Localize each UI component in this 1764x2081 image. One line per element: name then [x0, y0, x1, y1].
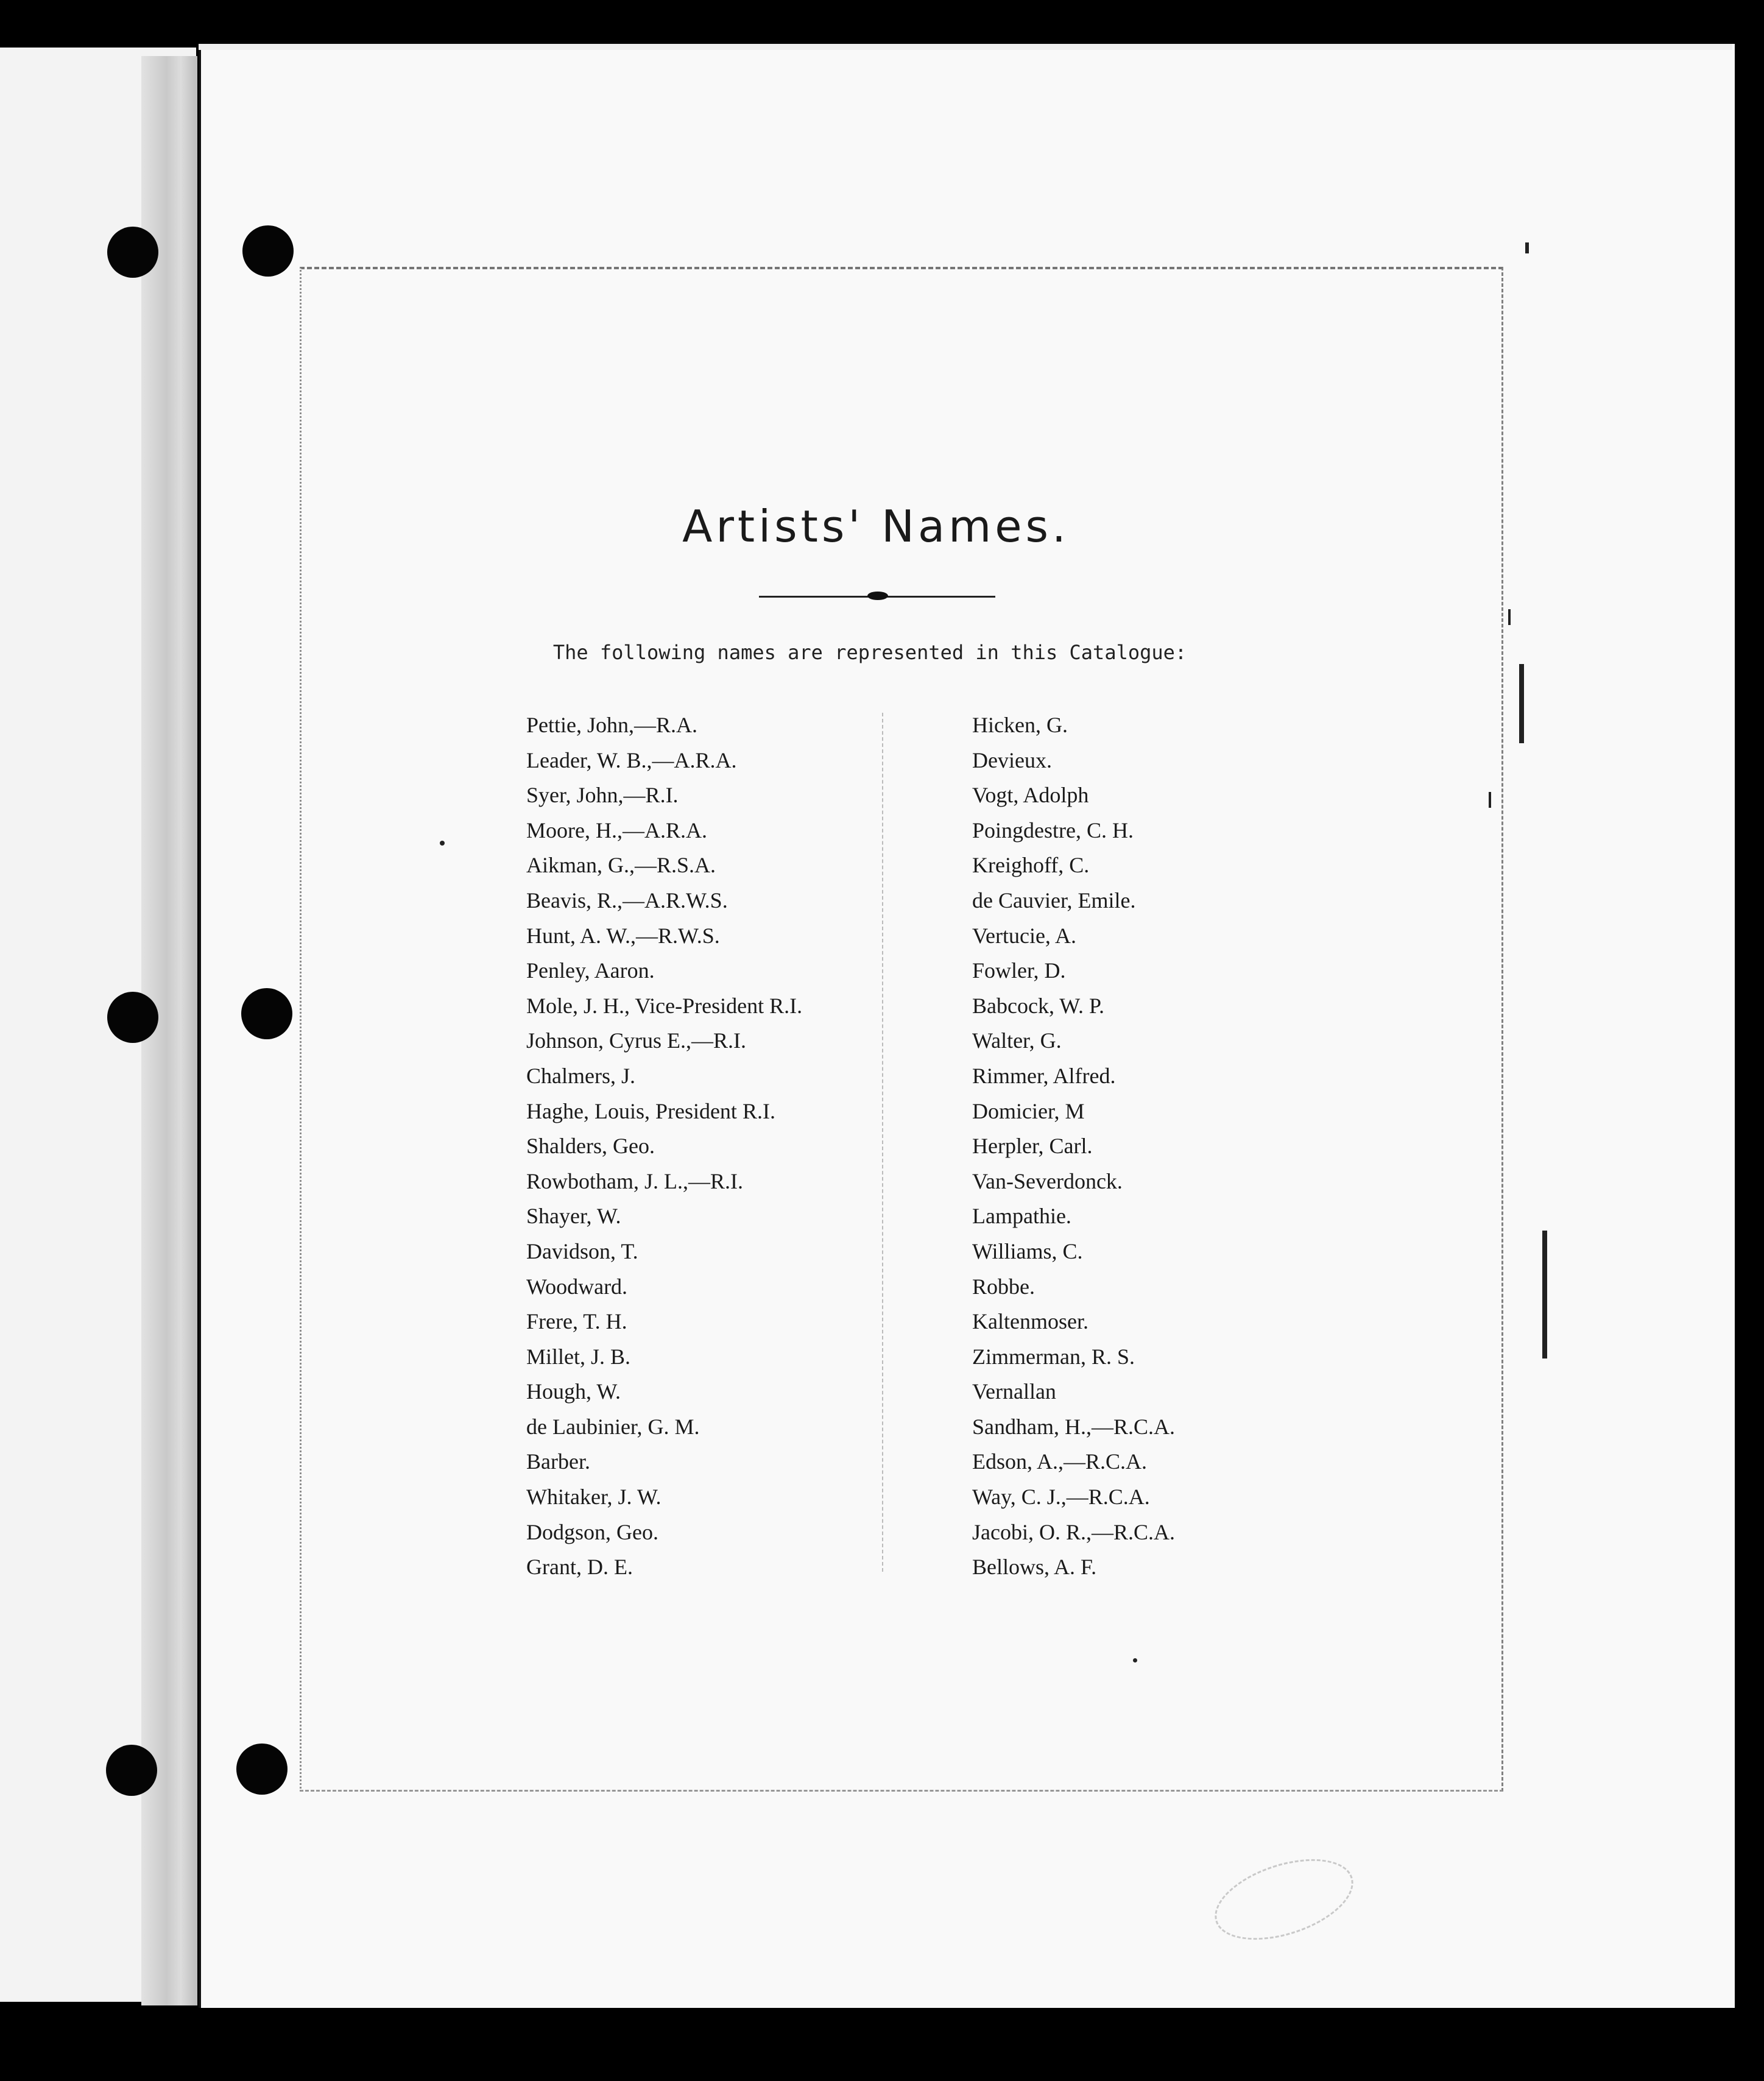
- artist-name: Penley, Aaron.: [526, 958, 655, 983]
- column-divider: [882, 713, 883, 1572]
- artist-name: Way, C. J.,—R.C.A.: [972, 1485, 1150, 1510]
- punch-hole: [242, 225, 294, 277]
- artist-name: Williams, C.: [972, 1238, 1083, 1263]
- artist-name: Mole, J. H., Vice-President R.I.: [526, 993, 803, 1018]
- artist-name: Edson, A.,—R.C.A.: [972, 1449, 1148, 1474]
- artist-name: Sandham, H.,—R.C.A.: [972, 1414, 1175, 1439]
- artist-name: Herpler, Carl.: [972, 1134, 1093, 1159]
- artist-list-right: [972, 708, 1175, 1585]
- artist-name: Shayer, W.: [526, 1204, 621, 1229]
- artist-name: Walter, G.: [972, 1028, 1062, 1053]
- artist-name: Poingdestre, C. H.: [972, 818, 1134, 843]
- ink-speck: [440, 841, 445, 846]
- artist-name: de Laubinier, G. M.: [526, 1414, 700, 1439]
- artist-name: Aikman, G.,—R.S.A.: [526, 853, 716, 878]
- artist-name: Vertucie, A.: [972, 923, 1076, 948]
- punch-hole: [106, 1745, 157, 1796]
- punch-hole: [241, 988, 292, 1039]
- title-ornament: [867, 592, 888, 600]
- artist-name: Whitaker, J. W.: [526, 1485, 662, 1510]
- artist-name: Dodgson, Geo.: [526, 1519, 658, 1544]
- artist-name: Leader, W. B.,—A.R.A.: [526, 747, 737, 772]
- page-top-edge: [199, 44, 1732, 50]
- artist-name: Haghe, Louis, President R.I.: [526, 1098, 775, 1123]
- punch-hole: [107, 227, 158, 278]
- artist-name: de Cauvier, Emile.: [972, 888, 1136, 913]
- artist-name: Hough, W.: [526, 1379, 621, 1404]
- artist-name: Kreighoff, C.: [972, 853, 1090, 878]
- artist-name: Kaltenmoser.: [972, 1309, 1088, 1334]
- artist-list-left: [526, 708, 802, 1585]
- artist-name: Moore, H.,—A.R.A.: [526, 818, 707, 843]
- artist-name: Babcock, W. P.: [972, 993, 1105, 1018]
- page-title: Artists' Names.: [682, 501, 1070, 552]
- artist-name: Vernallan: [972, 1379, 1056, 1404]
- artist-name: Hicken, G.: [972, 713, 1068, 737]
- ink-speck: [1133, 1658, 1137, 1662]
- artist-name: Woodward.: [526, 1274, 628, 1299]
- artist-name: Robbe.: [972, 1274, 1035, 1299]
- artist-name: Beavis, R.,—A.R.W.S.: [526, 888, 728, 913]
- artist-name: Zimmerman, R. S.: [972, 1344, 1135, 1369]
- artist-name: Hunt, A. W.,—R.W.S.: [526, 923, 720, 948]
- artist-name: Barber.: [526, 1449, 590, 1474]
- artist-name: Devieux.: [972, 747, 1052, 772]
- ink-mark: [1542, 1231, 1547, 1358]
- artist-name: Bellows, A. F.: [972, 1555, 1097, 1580]
- artist-name: Davidson, T.: [526, 1238, 638, 1263]
- artist-name: Chalmers, J.: [526, 1063, 635, 1088]
- intro-text: The following names are represented in this Catalogue:: [552, 641, 1187, 664]
- artist-name: Vogt, Adolph: [972, 783, 1089, 808]
- ink-mark: [1489, 792, 1491, 808]
- artist-name: Pettie, John,—R.A.: [526, 713, 698, 737]
- artist-name: Millet, J. B.: [526, 1344, 631, 1369]
- artist-name: Frere, T. H.: [526, 1309, 627, 1334]
- artist-name: Shalders, Geo.: [526, 1134, 655, 1159]
- artist-name: Lampathie.: [972, 1204, 1071, 1229]
- ink-mark: [1525, 242, 1529, 253]
- artist-name: Van-Severdonck.: [972, 1168, 1123, 1193]
- artist-name: Rimmer, Alfred.: [972, 1063, 1116, 1088]
- artist-name: Syer, John,—R.I.: [526, 783, 679, 808]
- printed-border: [300, 267, 1503, 1792]
- artist-name: Grant, D. E.: [526, 1555, 633, 1580]
- artist-name: Jacobi, O. R.,—R.C.A.: [972, 1519, 1175, 1544]
- artist-name: Rowbotham, J. L.,—R.I.: [526, 1168, 743, 1193]
- ink-mark: [1519, 664, 1524, 743]
- ink-mark: [1508, 609, 1511, 625]
- artist-name: Domicier, M: [972, 1098, 1085, 1123]
- punch-hole: [236, 1744, 288, 1795]
- artist-name: Fowler, D.: [972, 958, 1066, 983]
- punch-hole: [107, 992, 158, 1043]
- artist-name: Johnson, Cyrus E.,—R.I.: [526, 1028, 747, 1053]
